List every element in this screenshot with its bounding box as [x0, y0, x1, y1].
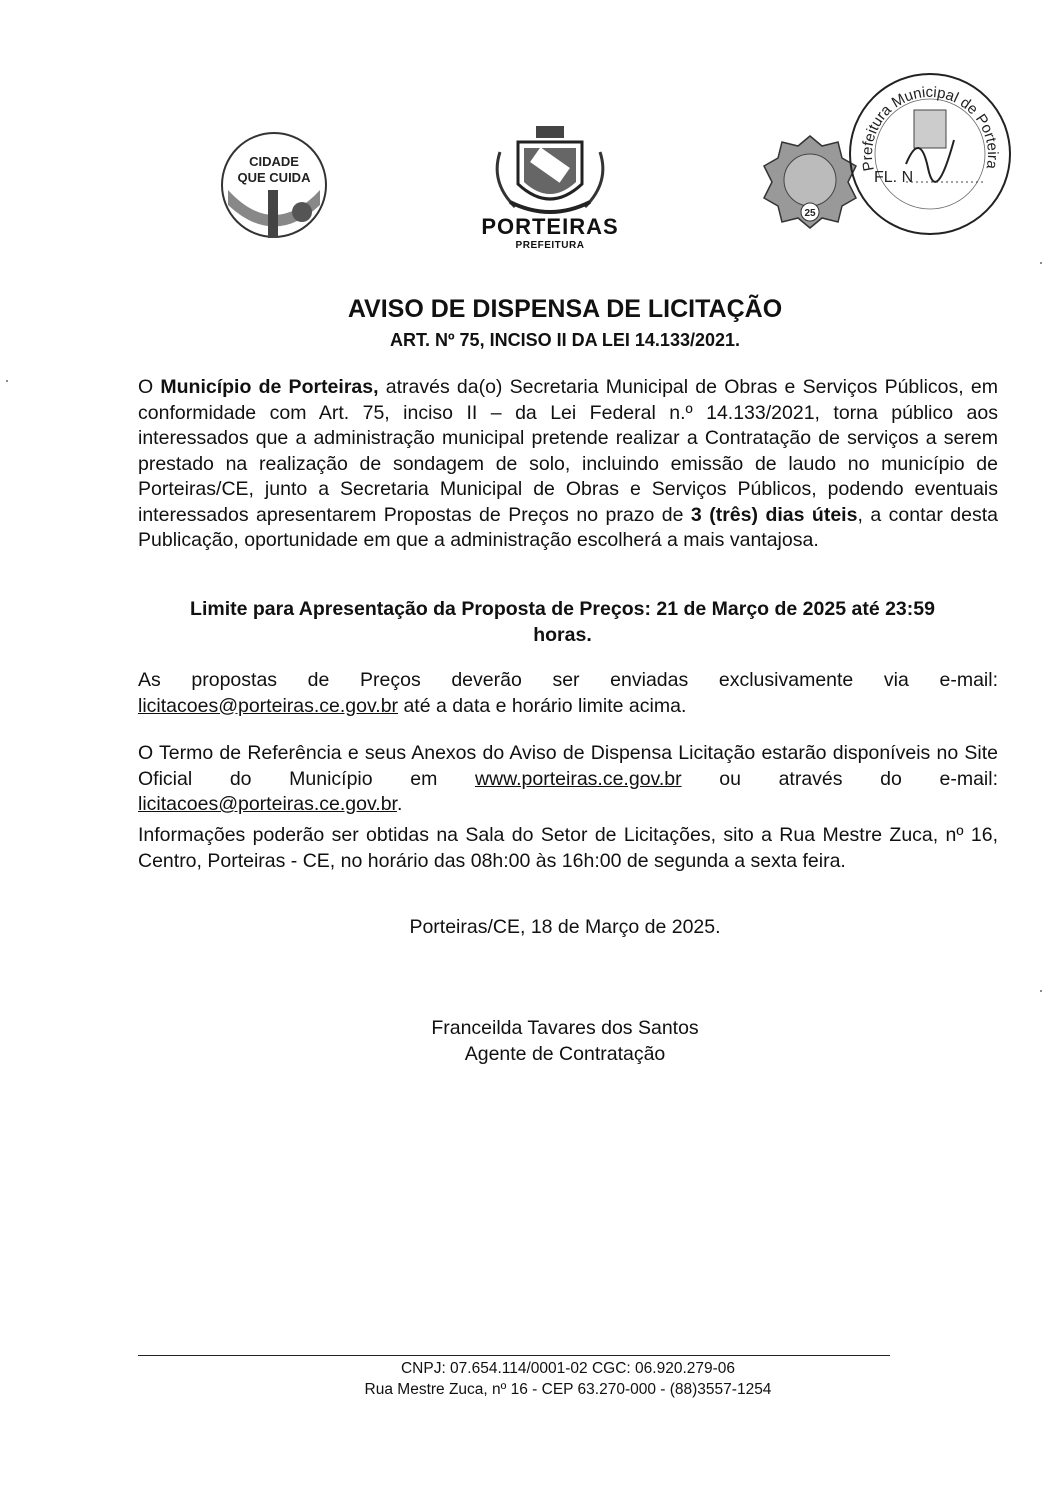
municipal-stamp: [846, 70, 1014, 238]
submission-paragraph: As propostas de Preços deverão ser enviadas exclusivamente via e-mail: licitacoes@porteiras.ce.gov.br até a data e horário limite acima.: [138, 669, 998, 717]
signature-block: [130, 1015, 1000, 1067]
footer-divider: [138, 1355, 890, 1356]
scan-speck: [1040, 262, 1042, 264]
documents-paragraph: O Termo de Referência e seus Anexos do Aviso de Dispensa Licitação estarão disponíveis no Site Oficial do Município em www.porteiras.ce.gov.br ou através do e-mail: licitacoes@porteiras.ce.gov.br.: [138, 742, 998, 815]
signer-name: Franceilda Tavares dos Santos: [431, 1017, 699, 1039]
brand-subtitle: PREFEITURA: [515, 240, 585, 251]
email-link[interactable]: licitacoes@porteiras.ce.gov.br: [138, 694, 399, 717]
anniversary-seal-logo: [760, 132, 860, 232]
intro-paragraph: O Município de Porteiras, através da(o) Secretaria Municipal de Obras e Serviços Públicos, em conformidade com Art. 75, inciso II – da Lei Federal n.º 14.133/2021, torna público aos interessados que a administração municipal pretende realizar a Contratação de serviços a serem prestado na realização de sondagem de solo, incluindo emissão de laudo no município de Porteiras/CE, junto a Secretaria Municipal de Obras e Serviços Públicos, podendo eventuais interessados apresentarem Propostas de Preços no prazo de 3 (três) dias úteis, a contar desta Publicação, oportunidade em que a administração escolherá a mais vantajosa.: [138, 376, 999, 551]
document-subtitle: ART. Nº 75, INCISO II DA LEI 14.133/2021.: [389, 330, 741, 350]
logo-text-line1: CIDADE: [249, 154, 299, 169]
document-title: AVISO DE DISPENSA DE LICITAÇÃO: [347, 295, 783, 323]
stamp-fl-label: FL. N: [874, 169, 914, 186]
website-link[interactable]: www.porteiras.ce.gov.br: [474, 767, 682, 790]
scan-speck: [1040, 990, 1042, 992]
footer-address: Rua Mestre Zuca, nº 16 - CEP 63.270-000 - (88)3557-1254: [364, 1381, 772, 1398]
logo-text-line2: QUE CUIDA: [237, 170, 311, 185]
place-date: Porteiras/CE, 18 de Março de 2025.: [409, 916, 721, 938]
deadline-notice: Limite para Apresentação da Proposta de Preços: 21 de Março de 2025 até 23:59 horas.: [190, 598, 935, 646]
information-paragraph: Informações poderão ser obtidas na Sala do Setor de Licitações, sito a Rua Mestre Zuca, nº 16, Centro, Porteiras - CE, no horário das 08h:00 às 16h:00 de segunda a sexta feira.: [138, 824, 998, 872]
footer: [138, 1358, 998, 1400]
cidade-que-cuida-logo: [218, 130, 330, 240]
footer-ids: CNPJ: 07.654.114/0001-02 CGC: 06.920.279-06: [400, 1360, 736, 1377]
scan-speck: [6, 380, 8, 382]
email-link-2[interactable]: licitacoes@porteiras.ce.gov.br: [138, 793, 397, 815]
brand-name: PORTEIRAS: [481, 214, 619, 239]
stamp-arc-text: Prefeitura Municipal de Porteira: [858, 83, 1002, 173]
signer-role: Agente de Contratação: [464, 1043, 666, 1065]
svg-text:25: 25: [804, 208, 816, 219]
